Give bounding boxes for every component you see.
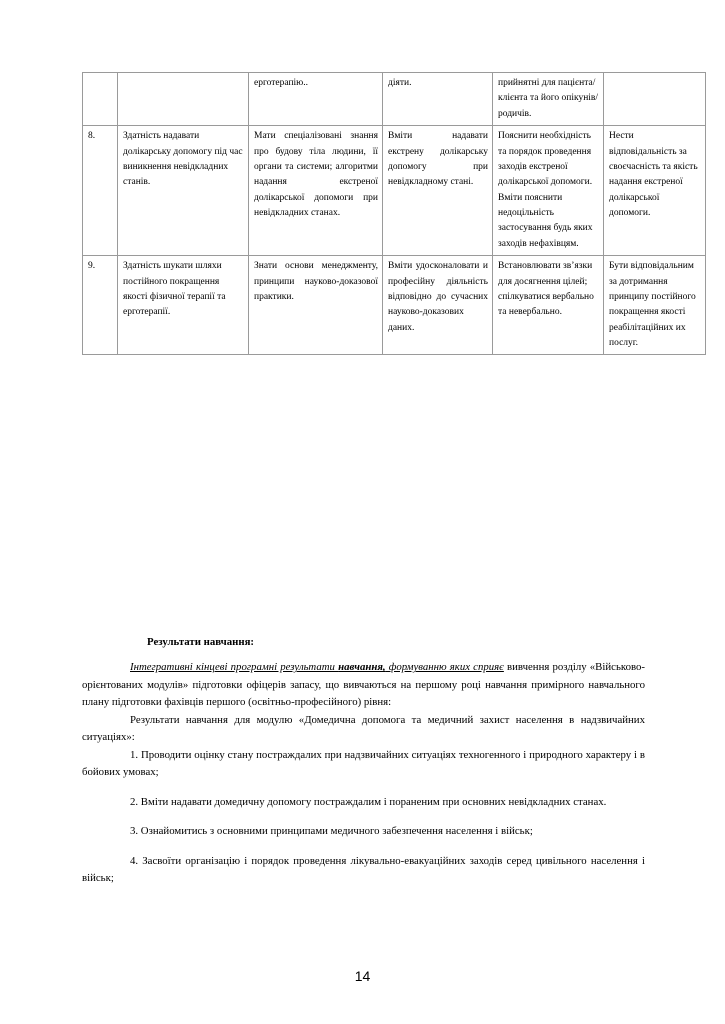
table-row [83,256,706,355]
competence-cell [118,73,249,126]
responsibility-cell: Бути відповідальним за дотримання принципу постійного покращення якості реабілітаційних их послуг. [604,256,706,355]
outcome-item-2: 2. Вміти надавати домедичну допомогу постраждалим і пораненим при основних невідкладних станах. [130,795,607,808]
integrative-italic-post: формуванню яких сприяє [385,661,504,674]
competence-cell: Здатність надавати долікарську допомогу під час виникнення невідкладних станів. [118,126,249,256]
skills-cell: Вміти надавати екстрену долікарську допомогу при невідкладному стані. [383,126,493,256]
communication-cell: Встановлювати зв’язки для досягнення цілей; спілкуватися вербально та невербально. [493,256,604,355]
competence-table [82,72,706,355]
responsibility-cell [604,73,706,126]
integrative-results-paragraph [82,659,645,711]
learning-outcomes-section [82,634,645,888]
row-number-cell: 8. [83,126,118,256]
knowledge-cell: Мати спеціалізовані знання про будову тіла людини, її органи та системи; алгоритми надання екстреної долікарської допомоги при невідкладних станах. [249,126,383,256]
knowledge-cell: Знати основи менеджменту, принципи науково-доказової практики. [249,256,383,355]
skills-cell: Вміти удосконаловати и професійну діяльність відповідно до сучасних науково-доказових даних. [383,256,493,355]
row-number-cell: 9. [83,256,118,355]
table-body [83,73,706,355]
outcome-item-3: 3. Ознайомитись з основними принципами медичного забезпечення населення і військ; [130,825,533,838]
outcome-item-4: 4. Засвоїти організацію і порядок проведення лікувально-евакуаційних заходів серед цивільного населення і військ; [82,854,645,885]
outcome-item-1: 1. Проводити оцінку стану постраждалих при надзвичайних ситуаціях техногенного і природного характеру і в бойових умовах; [82,748,645,779]
responsibility-cell: Нести відповідальність за своєчасність та якість надання екстреної долікарської допомоги. [604,126,706,256]
results-heading: Результати навчання: [147,636,255,648]
row-number-cell [83,73,118,126]
module-results-intro: Результати навчання для модулю «Домедична допомога та медичний захист населення в надзвичайних ситуаціях»: [82,713,645,744]
integrative-rest: вивчення розділу «Військово-орієнтованих модулів» підготовки офіцерів запасу, що вивчаються на першому році навчання примірного навчального плану підготовки фахівців першого (освітньо-професійного) рівня: [82,661,645,709]
integrative-italic-bold: навчання, [338,661,386,674]
knowledge-cell: ерготерапію.. [249,73,383,126]
integrative-italic-pre: Інтегративні кінцеві програмні результати [130,661,339,674]
table-row [83,73,706,126]
skills-cell: діяти. [383,73,493,126]
table-row [83,126,706,256]
integrative-emphasis [130,661,504,673]
communication-cell: прийнятні для пацієнта/клієнта та його опікунів/родичів. [493,73,604,126]
competence-cell: Здатність шукати шляхи постійного покращення якості фізичної терапії та ерготерапії. [118,256,249,355]
communication-cell: Пояснити необхідність та порядок проведення заходів екстреної долікарської допомоги. Вміти пояснити недоцільність застосування будь яких заходів нефахівцям. [493,126,604,256]
page-number: 14 [354,968,371,984]
